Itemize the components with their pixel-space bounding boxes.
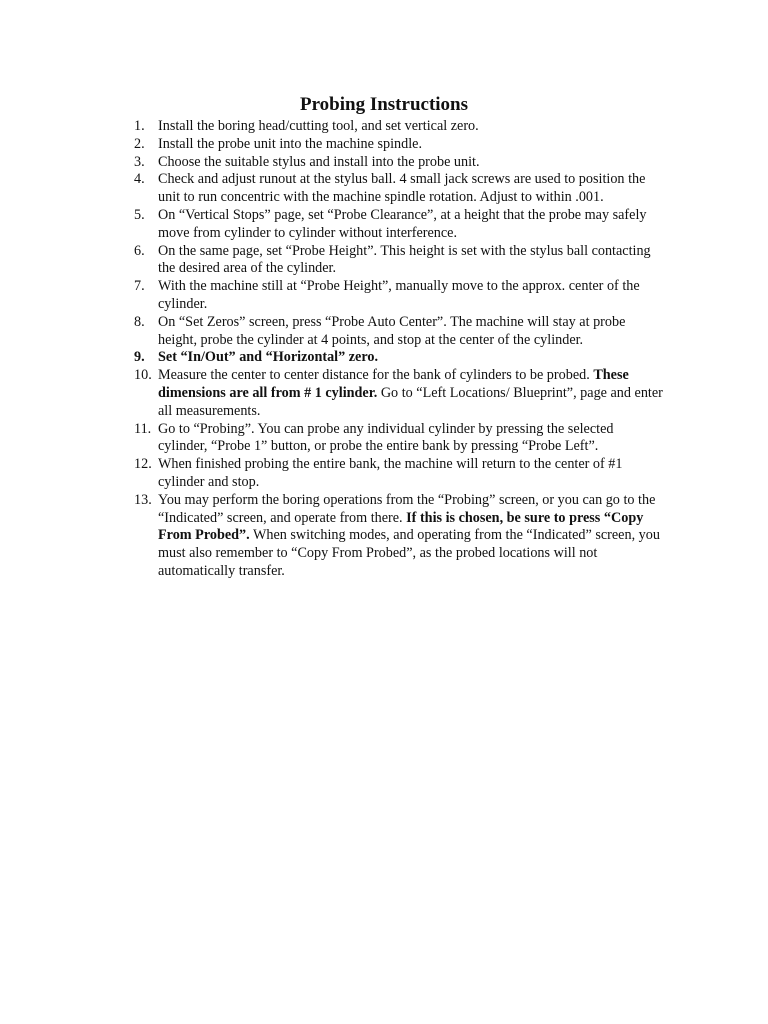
list-item — [134, 314, 664, 350]
step-text: When finished probing the entire bank, the machine will return to the center of #1 cylinder and stop. — [158, 456, 623, 490]
step-text: With the machine still at “Probe Height”, manually move to the approx. center of the cylinder. — [158, 278, 640, 312]
step-number: 11. — [134, 420, 152, 437]
step-number: 3. — [134, 153, 145, 170]
step-number: 4. — [134, 171, 145, 188]
step-text-bold: If this is chosen, be sure to press “Copy From Probed”. — [158, 509, 644, 544]
step-text: Install the boring head/cutting tool, and set vertical zero. — [158, 118, 479, 134]
list-item — [134, 492, 664, 581]
list-item — [134, 171, 664, 207]
list-item — [134, 207, 664, 243]
step-number: 5. — [134, 206, 145, 223]
step-text — [158, 492, 664, 581]
list-item — [134, 349, 664, 367]
step-text: On “Vertical Stops” page, set “Probe Clearance”, at a height that the probe may safely move from cylinder to cylinder without interference. — [158, 206, 647, 241]
step-number: 7. — [134, 278, 145, 295]
step-text: Go to “Probing”. You can probe any individual cylinder by pressing the selected cylinder, “Probe 1” button, or probe the entire bank by pressing “Probe Left”. — [158, 420, 614, 455]
step-text-part: When switching modes, and operating from the “Indicated” screen, you must also remember to “Copy From Probed”, as the probed locations will not automatically transfer. — [158, 527, 660, 579]
step-text: Install the probe unit into the machine spindle. — [158, 135, 422, 152]
list-item — [134, 243, 664, 279]
list-item — [134, 154, 664, 172]
step-text-bold: These dimensions are all from # 1 cylinder. — [158, 367, 629, 401]
step-number: 2. — [134, 135, 145, 152]
step-text: On “Set Zeros” screen, press “Probe Auto Center”. The machine will stay at probe height, probe the cylinder at 4 points, and stop at the center of the cylinder. — [158, 313, 626, 348]
step-number: 8. — [134, 313, 145, 330]
instruction-list — [134, 118, 664, 581]
step-number: 6. — [134, 242, 145, 259]
step-number: 13. — [134, 491, 152, 508]
step-number: 1. — [134, 118, 145, 134]
step-text: Choose the suitable stylus and install into the probe unit. — [158, 153, 480, 170]
step-text: Set “In/Out” and “Horizontal” zero. — [158, 349, 379, 366]
step-number: 12. — [134, 456, 152, 473]
list-item — [134, 278, 664, 314]
list-item — [134, 367, 664, 420]
step-text-part: You may perform the boring operations from the “Probing” screen, or you can go to the “Indicated” screen, and operate from there. — [158, 491, 656, 526]
list-item — [134, 456, 664, 492]
list-item — [134, 136, 664, 154]
step-text-part: Measure the center to center distance for the bank of cylinders to be probed. — [158, 367, 590, 384]
step-number: 9. — [134, 349, 145, 366]
list-item — [134, 421, 664, 457]
step-number: 10. — [134, 367, 152, 384]
step-text: On the same page, set “Probe Height”. This height is set with the stylus ball contacting the desired area of the cylinder. — [158, 242, 651, 277]
step-text-part: Go to “Left Locations/ Blueprint”, page and enter all measurements. — [158, 384, 663, 419]
list-item — [134, 118, 664, 136]
step-text: Check and adjust runout at the stylus ball. 4 small jack screws are used to position the unit to run concentric with the machine spindle rotation. Adjust to within .001. — [158, 171, 646, 206]
step-text — [158, 367, 664, 420]
document-title: Probing Instructions — [299, 94, 469, 115]
